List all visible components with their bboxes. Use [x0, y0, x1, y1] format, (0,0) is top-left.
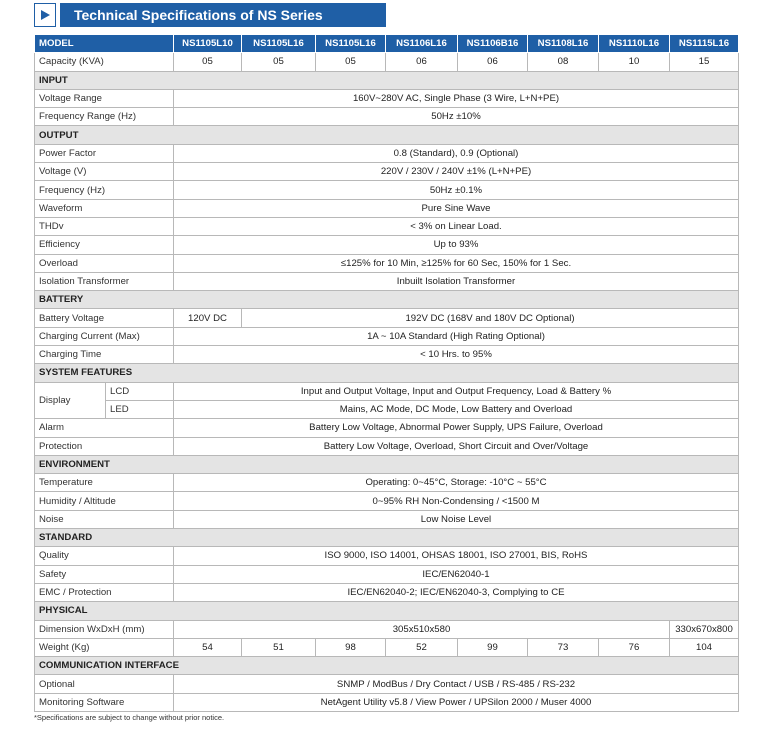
row-value: Battery Low Voltage, Abnormal Power Supply, UPS Failure, Overload — [174, 419, 739, 437]
model-header-row — [35, 35, 739, 53]
capacity-value: 08 — [528, 53, 599, 71]
row-sublabel: LCD — [106, 382, 174, 400]
section-row — [35, 126, 739, 144]
row-value: 160V~280V AC, Single Phase (3 Wire, L+N+PE) — [174, 89, 739, 107]
row-value: IEC/EN62040-2; IEC/EN62040-3, Complying to CE — [174, 583, 739, 601]
table-row — [35, 53, 739, 71]
row-label: Display — [35, 382, 106, 419]
row-label: Frequency Range (Hz) — [35, 108, 174, 126]
model-name: NS1105L16 — [242, 35, 316, 53]
section-row — [35, 291, 739, 309]
row-label: Power Factor — [35, 144, 174, 162]
section-row — [35, 364, 739, 382]
row-label: Temperature — [35, 474, 174, 492]
footnote: *Specifications are subject to change without prior notice. — [34, 713, 225, 722]
section-title-environment: ENVIRONMENT — [35, 455, 739, 473]
row-value: < 10 Hrs. to 95% — [174, 346, 739, 364]
row-value: 305x510x580 — [174, 620, 670, 638]
table-row — [35, 492, 739, 510]
row-value: 330x670x800 — [670, 620, 739, 638]
section-title-output: OUTPUT — [35, 126, 739, 144]
row-label: Alarm — [35, 419, 174, 437]
model-name: NS1110L16 — [599, 35, 670, 53]
row-label: Charging Current (Max) — [35, 327, 174, 345]
table-row — [35, 217, 739, 235]
table-row — [35, 108, 739, 126]
section-row — [35, 71, 739, 89]
row-value: ≤125% for 10 Min, ≥125% for 60 Sec, 150% for 1 Sec. — [174, 254, 739, 272]
row-value: 50Hz ±0.1% — [174, 181, 739, 199]
section-row — [35, 602, 739, 620]
table-row — [35, 346, 739, 364]
section-row — [35, 657, 739, 675]
table-row — [35, 236, 739, 254]
table-row — [35, 199, 739, 217]
row-value: Low Noise Level — [174, 510, 739, 528]
row-value: Up to 93% — [174, 236, 739, 254]
table-row — [35, 419, 739, 437]
model-name: NS1106B16 — [458, 35, 528, 53]
section-title-communication: COMMUNICATION INTERFACE — [35, 657, 739, 675]
row-value: Mains, AC Mode, DC Mode, Low Battery and Overload — [174, 400, 739, 418]
row-label: Monitoring Software — [35, 693, 174, 711]
table-row — [35, 163, 739, 181]
row-label: Humidity / Altitude — [35, 492, 174, 510]
spec-table — [34, 34, 739, 712]
table-row — [35, 144, 739, 162]
row-label: Weight (Kg) — [35, 638, 174, 656]
table-row — [35, 583, 739, 601]
row-value: SNMP / ModBus / Dry Contact / USB / RS-485 / RS-232 — [174, 675, 739, 693]
table-row — [35, 638, 739, 656]
row-label: Noise — [35, 510, 174, 528]
row-label: Protection — [35, 437, 174, 455]
table-row — [35, 693, 739, 711]
section-title-standard: STANDARD — [35, 529, 739, 547]
row-label: THDv — [35, 217, 174, 235]
table-row — [35, 474, 739, 492]
row-label: Charging Time — [35, 346, 174, 364]
row-value: < 3% on Linear Load. — [174, 217, 739, 235]
row-value: Inbuilt Isolation Transformer — [174, 272, 739, 290]
row-label: Waveform — [35, 199, 174, 217]
section-title-physical: PHYSICAL — [35, 602, 739, 620]
row-sublabel: LED — [106, 400, 174, 418]
section-title-battery: BATTERY — [35, 291, 739, 309]
table-row — [35, 382, 739, 400]
table-row — [35, 547, 739, 565]
row-value: 50Hz ±10% — [174, 108, 739, 126]
row-label: Isolation Transformer — [35, 272, 174, 290]
row-value: NetAgent Utility v5.8 / View Power / UPSilon 2000 / Muser 4000 — [174, 693, 739, 711]
capacity-label: Capacity (KVA) — [35, 53, 174, 71]
model-name: NS1105L16 — [316, 35, 386, 53]
weight-value: 76 — [599, 638, 670, 656]
section-title-input: INPUT — [35, 71, 739, 89]
capacity-value: 06 — [458, 53, 528, 71]
capacity-value: 15 — [670, 53, 739, 71]
play-icon — [34, 3, 56, 27]
table-row — [35, 400, 739, 418]
capacity-value: 05 — [242, 53, 316, 71]
row-label: Voltage Range — [35, 89, 174, 107]
model-name: NS1106L16 — [386, 35, 458, 53]
row-label: Safety — [35, 565, 174, 583]
page-title: Technical Specifications of NS Series — [60, 3, 386, 27]
page-header — [34, 3, 386, 27]
weight-value: 98 — [316, 638, 386, 656]
model-header-label: MODEL — [35, 35, 174, 53]
section-row — [35, 529, 739, 547]
capacity-value: 06 — [386, 53, 458, 71]
row-label: Quality — [35, 547, 174, 565]
weight-value: 54 — [174, 638, 242, 656]
weight-value: 104 — [670, 638, 739, 656]
row-value: 220V / 230V / 240V ±1% (L+N+PE) — [174, 163, 739, 181]
row-value: 1A ~ 10A Standard (High Rating Optional) — [174, 327, 739, 345]
row-label: EMC / Protection — [35, 583, 174, 601]
model-name: NS1115L16 — [670, 35, 739, 53]
table-row — [35, 327, 739, 345]
row-label: Battery Voltage — [35, 309, 174, 327]
row-label: Dimension WxDxH (mm) — [35, 620, 174, 638]
table-row — [35, 565, 739, 583]
row-value: Input and Output Voltage, Input and Output Frequency, Load & Battery % — [174, 382, 739, 400]
table-row — [35, 437, 739, 455]
row-value: Battery Low Voltage, Overload, Short Circuit and Over/Voltage — [174, 437, 739, 455]
row-value: ISO 9000, ISO 14001, OHSAS 18001, ISO 27001, BIS, RoHS — [174, 547, 739, 565]
section-row — [35, 455, 739, 473]
table-row — [35, 181, 739, 199]
row-label: Optional — [35, 675, 174, 693]
weight-value: 99 — [458, 638, 528, 656]
section-title-system-features: SYSTEM FEATURES — [35, 364, 739, 382]
model-name: NS1105L10 — [174, 35, 242, 53]
table-row — [35, 254, 739, 272]
row-label: Frequency (Hz) — [35, 181, 174, 199]
row-value: Operating: 0~45°C, Storage: -10°C ~ 55°C — [174, 474, 739, 492]
weight-value: 52 — [386, 638, 458, 656]
table-row — [35, 89, 739, 107]
capacity-value: 05 — [316, 53, 386, 71]
row-label: Voltage (V) — [35, 163, 174, 181]
row-value: Pure Sine Wave — [174, 199, 739, 217]
weight-value: 73 — [528, 638, 599, 656]
table-row — [35, 272, 739, 290]
row-value: 0~95% RH Non-Condensing / <1500 M — [174, 492, 739, 510]
table-row — [35, 620, 739, 638]
capacity-value: 10 — [599, 53, 670, 71]
row-label: Overload — [35, 254, 174, 272]
table-row — [35, 309, 739, 327]
row-value: 0.8 (Standard), 0.9 (Optional) — [174, 144, 739, 162]
row-value: 120V DC — [174, 309, 242, 327]
model-name: NS1108L16 — [528, 35, 599, 53]
row-value: IEC/EN62040-1 — [174, 565, 739, 583]
weight-value: 51 — [242, 638, 316, 656]
row-label: Efficiency — [35, 236, 174, 254]
row-value: 192V DC (168V and 180V DC Optional) — [242, 309, 739, 327]
table-row — [35, 510, 739, 528]
capacity-value: 05 — [174, 53, 242, 71]
table-row — [35, 675, 739, 693]
